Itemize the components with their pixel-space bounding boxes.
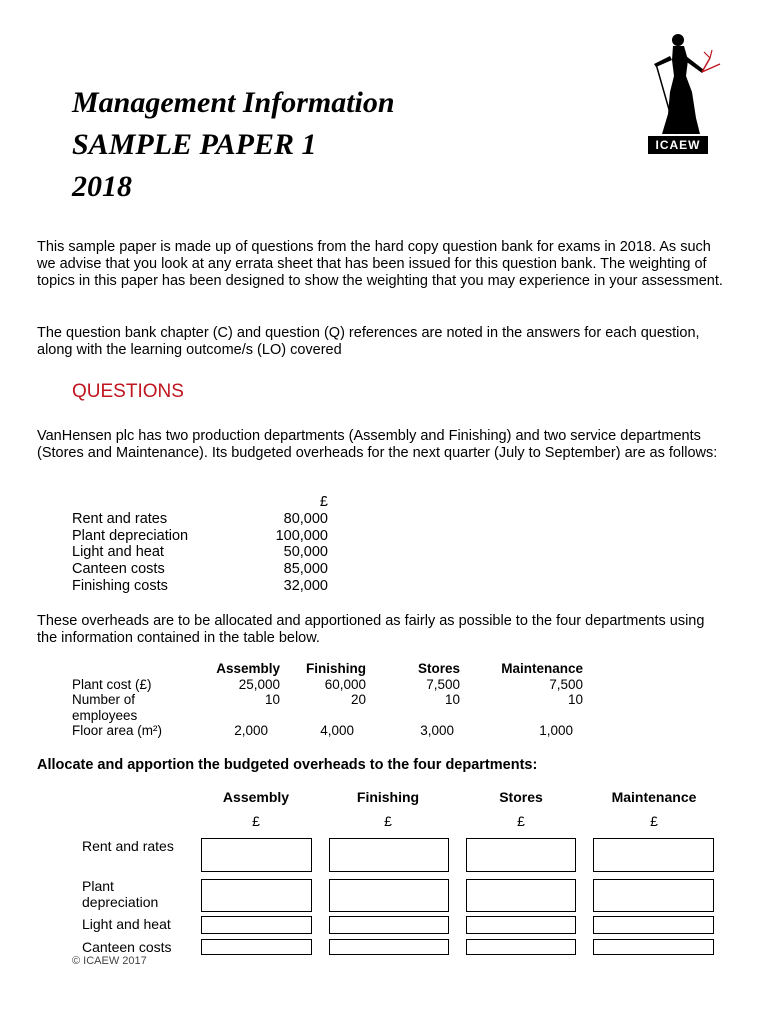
answer-input-depreciation-maintenance[interactable] [593, 879, 714, 912]
answer-row-label: Plant depreciation [82, 878, 159, 910]
currency-symbol: £ [319, 494, 328, 510]
title-line-1: Management Information [72, 86, 395, 119]
answer-input-light-stores[interactable] [466, 916, 576, 934]
answer-header-stores: Stores [499, 789, 543, 805]
cost-row: Plant depreciation 100,000 [72, 527, 328, 544]
department-info-table [72, 661, 583, 739]
question-paragraph-2: These overheads are to be allocated and apportioned as fairly as possible to the four departments using the information contained in the table below. [37, 613, 705, 646]
answer-input-depreciation-stores[interactable] [466, 879, 576, 912]
copyright-footer: © ICAEW 2017 [72, 955, 147, 967]
answer-input-light-finishing[interactable] [329, 916, 449, 934]
answer-input-light-maintenance[interactable] [593, 916, 714, 934]
answer-header-finishing: Finishing [356, 789, 420, 805]
answer-input-rent-stores[interactable] [466, 838, 576, 872]
currency-symbol: £ [252, 813, 260, 829]
answer-input-rent-assembly[interactable] [201, 838, 312, 872]
table-row: Floor area (m²) 2,000 4,000 3,000 1,000 [72, 723, 573, 738]
cost-currency-row [72, 494, 328, 511]
answer-input-canteen-maintenance[interactable] [593, 939, 714, 955]
cost-row: Canteen costs 85,000 [72, 561, 328, 578]
answer-input-canteen-assembly[interactable] [201, 939, 312, 955]
logo-wordmark: ICAEW [648, 136, 708, 154]
info-table-header: Assembly Finishing Stores Maintenance [216, 661, 583, 676]
question-paragraph-1: VanHensen plc has two production departments (Assembly and Finishing) and two service departments (Stores and Maintenance). Its budgeted overheads for the next quarter (July to September) are as follows: [37, 428, 718, 461]
cost-row: Finishing costs 32,000 [72, 577, 328, 594]
task-instruction: Allocate and apportion the budgeted overheads to the four departments: [37, 757, 538, 773]
answer-input-depreciation-finishing[interactable] [329, 879, 449, 912]
intro-paragraph-1: This sample paper is made up of questions from the hard copy question bank for exams in 2018. As such we advise that you look at any errata sheet that has been issued for this question bank. The weighting of topics in this paper has been designed to show the weighting that you may experience in your assessment. [37, 239, 723, 289]
answer-input-canteen-finishing[interactable] [329, 939, 449, 955]
answer-row-label: Canteen costs [82, 939, 172, 955]
answer-input-depreciation-assembly[interactable] [201, 879, 312, 912]
cost-row: Light and heat 50,000 [72, 544, 328, 561]
answer-input-rent-finishing[interactable] [329, 838, 449, 872]
overhead-cost-list [72, 494, 328, 595]
table-row: Number of 10 20 10 10 [72, 692, 583, 707]
answer-header-assembly: Assembly [222, 789, 290, 805]
answer-row-label: Light and heat [82, 916, 171, 932]
intro-paragraph-2: The question bank chapter (C) and question (Q) references are noted in the answers for each question, along with the learning outcome/s (LO) covered [37, 325, 700, 358]
answer-header-maintenance: Maintenance [611, 789, 697, 805]
answer-input-canteen-stores[interactable] [466, 939, 576, 955]
currency-symbol: £ [517, 813, 525, 829]
currency-symbol: £ [384, 813, 392, 829]
table-row-continued: employees [72, 707, 138, 723]
questions-heading: QUESTIONS [72, 381, 184, 402]
cost-row: Rent and rates 80,000 [72, 510, 328, 527]
title-line-3: 2018 [72, 170, 132, 203]
answer-input-rent-maintenance[interactable] [593, 838, 714, 872]
table-row: Plant cost (£) 25,000 60,000 7,500 7,500 [72, 676, 583, 692]
answer-input-light-assembly[interactable] [201, 916, 312, 934]
currency-symbol: £ [650, 813, 658, 829]
title-line-2: SAMPLE PAPER 1 [72, 128, 317, 161]
answer-row-label: Rent and rates [82, 838, 174, 854]
document-title [72, 82, 395, 208]
